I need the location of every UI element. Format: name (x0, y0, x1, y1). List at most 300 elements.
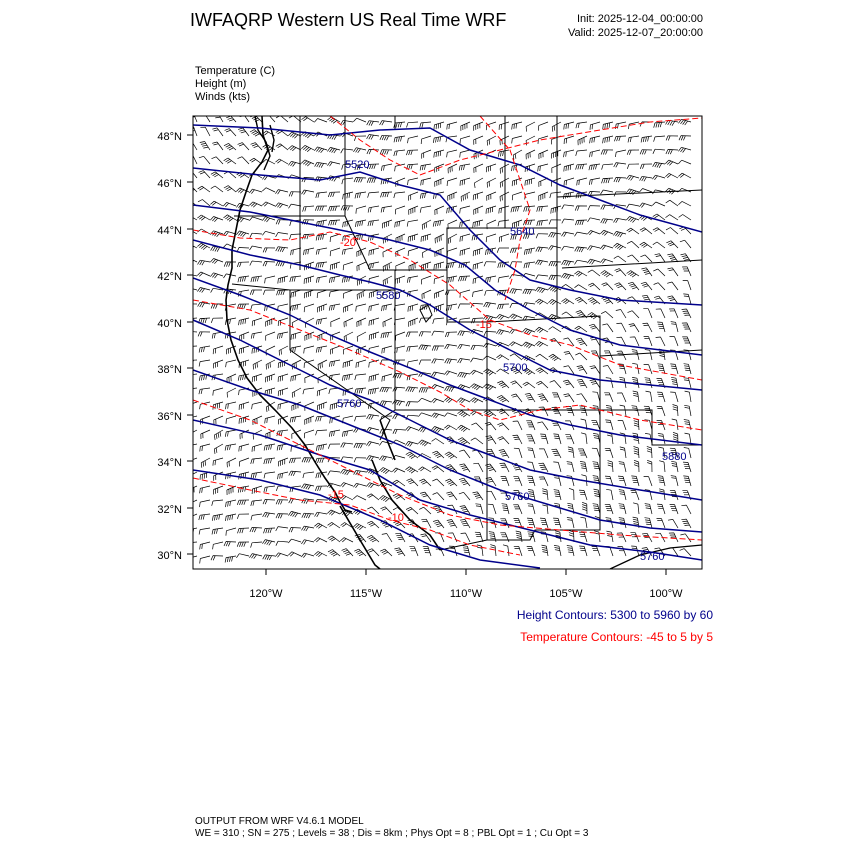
wind-barb (539, 150, 548, 159)
wind-barb (592, 392, 600, 402)
wind-barb (369, 248, 379, 256)
wind-barb (251, 332, 262, 339)
wind-barb (617, 393, 626, 402)
wind-barb (275, 203, 288, 208)
wind-barb (513, 477, 522, 486)
wind-barb (567, 462, 574, 472)
wind-barb (682, 337, 691, 346)
lon-label: 100°W (649, 588, 683, 600)
wind-barb (382, 374, 392, 382)
wind-barb (213, 402, 223, 410)
wind-barb (589, 178, 600, 185)
wind-barb (670, 364, 678, 374)
wind-barb (513, 150, 522, 160)
wind-barb (523, 382, 535, 388)
wind-barb (524, 262, 535, 268)
wind-barb (627, 204, 640, 208)
wind-barb (213, 113, 223, 122)
wind-barb (408, 234, 418, 242)
wind-barb (315, 162, 327, 167)
wind-barb (212, 528, 223, 534)
wind-barb (301, 160, 314, 166)
wind-barb (655, 254, 665, 262)
wind-barb (652, 202, 665, 206)
wind-barb (473, 492, 484, 500)
wind-barb (226, 528, 236, 536)
wind-barb (433, 318, 444, 324)
wind-barb (564, 164, 574, 172)
wind-barb (619, 490, 626, 500)
wind-barb (262, 188, 275, 192)
wind-barb (644, 336, 652, 346)
wind-barb (591, 421, 600, 430)
wind-barb (549, 233, 561, 238)
wind-barb (511, 381, 523, 388)
wind-barb (601, 150, 613, 155)
wind-barb (614, 218, 627, 223)
wind-barb (184, 243, 197, 249)
wind-barb (603, 136, 613, 143)
wind-barb (354, 443, 366, 448)
wind-barb (355, 416, 367, 421)
wind-barb (587, 246, 600, 251)
wind-barb (316, 234, 327, 241)
wind-barb (289, 192, 301, 197)
wind-barb (226, 360, 236, 367)
wind-barb (419, 360, 431, 365)
wind-barb (276, 541, 288, 546)
wind-barb (536, 247, 548, 252)
wind-barb (580, 517, 587, 528)
wind-barb (457, 398, 470, 403)
height-label: 5880 (662, 451, 687, 463)
height-label: 5520 (345, 159, 370, 171)
wind-barb (600, 230, 613, 235)
wind-barb (263, 500, 275, 505)
wind-barb (471, 345, 483, 350)
wind-barb (240, 458, 250, 467)
wind-barb (627, 271, 639, 278)
wind-barb (652, 175, 665, 180)
wind-barb (499, 122, 509, 130)
wind-barb (684, 364, 691, 374)
wind-barb (502, 504, 509, 514)
wind-barb (211, 556, 223, 561)
lat-label: 44°N (157, 225, 182, 237)
wind-barb (214, 486, 223, 495)
lon-label: 105°W (549, 588, 583, 600)
wind-barb (614, 256, 626, 262)
wind-barb (186, 185, 198, 192)
wind-barb (666, 241, 678, 248)
latitude-labels (157, 131, 182, 562)
wind-barb (657, 421, 665, 431)
wind-barb (327, 162, 340, 167)
wind-barb (394, 136, 405, 142)
wind-barb (342, 248, 353, 255)
wind-barb (198, 186, 210, 192)
wind-barb (419, 507, 431, 514)
wind-barb (301, 540, 314, 545)
wind-barb (407, 479, 419, 486)
wind-barb (393, 400, 406, 406)
wind-barb (670, 392, 678, 402)
lat-label: 48°N (157, 131, 182, 143)
wind-barb (542, 489, 548, 500)
wind-barb (279, 458, 289, 466)
wind-barb (444, 413, 457, 417)
wind-barb (383, 318, 392, 327)
wind-barb (549, 327, 561, 332)
wind-barb (406, 150, 418, 155)
wind-barb (477, 545, 483, 556)
wind-barb (510, 289, 522, 294)
wind-barb (344, 290, 354, 298)
wind-barb (316, 192, 327, 198)
wind-barb (602, 324, 613, 332)
wind-barb (645, 504, 652, 514)
wind-barb (618, 476, 626, 486)
wind-barb (601, 219, 613, 224)
wind-barb (329, 430, 340, 437)
wind-barb (251, 143, 262, 150)
wind-barb (266, 360, 275, 370)
wind-barb (253, 360, 262, 370)
wind-barb (640, 255, 652, 262)
wind-barb (435, 164, 444, 173)
wind-barb (368, 192, 379, 198)
wind-barb (576, 122, 587, 128)
wind-barb (497, 248, 509, 253)
lon-label: 120°W (249, 588, 283, 600)
wind-barb (540, 434, 548, 444)
wind-barb (653, 242, 665, 248)
wind-barb (626, 216, 639, 222)
wind-barb (396, 332, 405, 341)
wind-barb (512, 122, 522, 130)
wind-barb (250, 527, 262, 532)
wind-barb (317, 304, 327, 312)
wind-barb (458, 359, 470, 364)
wind-barb (432, 331, 444, 336)
wind-barb (380, 135, 392, 140)
wind-barb (394, 548, 405, 556)
wind-barb (200, 444, 210, 452)
wind-barb (645, 518, 653, 528)
wind-barb (684, 405, 691, 416)
wind-barb (459, 464, 470, 472)
wind-barb (225, 514, 236, 521)
wind-barb (498, 220, 509, 226)
wind-barb (458, 276, 470, 281)
wind-barb (527, 518, 535, 528)
wind-barb (395, 346, 406, 353)
wind-barb (500, 463, 510, 472)
wind-barb (554, 476, 561, 486)
wind-barb (276, 514, 288, 519)
wind-barb (642, 533, 652, 542)
wind-barb (605, 504, 613, 514)
wind-barb (522, 329, 535, 335)
wind-barb (601, 271, 613, 278)
wind-barb (292, 388, 301, 398)
wind-barb (225, 430, 236, 437)
wind-barb (291, 332, 301, 340)
wind-barb (528, 504, 536, 514)
wind-barb (316, 416, 328, 422)
wind-barb (447, 248, 457, 256)
wind-barb (225, 129, 236, 136)
wind-barb (406, 402, 418, 407)
wind-barb (275, 190, 288, 195)
wind-barb (187, 402, 197, 410)
wind-barb (382, 304, 393, 311)
wind-barb (408, 248, 418, 256)
wind-barb (210, 259, 223, 264)
wind-barb (503, 545, 509, 556)
wind-barb (679, 215, 691, 221)
wind-barb (448, 234, 457, 244)
wind-barb (678, 147, 691, 152)
wind-barb (302, 484, 315, 490)
wind-barb (343, 262, 353, 270)
wind-barb (276, 527, 288, 531)
wind-barb (278, 402, 288, 410)
wind-barb (458, 304, 470, 309)
height-label: 5760 (640, 551, 665, 563)
wind-barb (186, 170, 197, 178)
wind-barb (554, 545, 561, 556)
wind-barb (472, 290, 483, 297)
wind-barb (683, 476, 691, 486)
wind-barb (328, 471, 340, 475)
wind-barb (499, 234, 509, 242)
wind-barb (535, 327, 548, 332)
wind-barb (668, 519, 678, 528)
wind-barb (329, 304, 340, 311)
wind-barb (680, 549, 691, 556)
wind-barb (568, 447, 574, 458)
wind-barb (564, 150, 575, 157)
wind-barb (262, 217, 275, 222)
wind-barb (344, 332, 353, 342)
wind-barb (251, 514, 262, 520)
wind-barb (341, 457, 353, 462)
wind-barb (445, 359, 457, 364)
wind-barb (343, 192, 353, 199)
wind-barb (418, 440, 431, 446)
wind-barb (484, 369, 497, 376)
wind-barb (499, 450, 509, 459)
wind-barb (304, 248, 315, 255)
wind-barb (639, 189, 652, 193)
wind-barb (496, 314, 509, 319)
wind-barb (380, 387, 392, 392)
wind-barb (264, 486, 275, 492)
wind-barb (592, 448, 600, 458)
wind-barb (522, 342, 535, 348)
wind-barb (301, 553, 314, 558)
wind-barb (604, 393, 613, 402)
wind-barb (329, 220, 341, 225)
wind-barb (600, 245, 613, 250)
wind-barb (291, 290, 301, 298)
wind-barb (484, 262, 496, 267)
wind-barb (526, 150, 535, 159)
wind-barb (433, 493, 444, 500)
wind-barb (509, 314, 522, 319)
wind-barb (366, 442, 379, 447)
wind-barb (497, 423, 509, 430)
wind-barb (641, 268, 652, 276)
wind-barb (459, 492, 470, 500)
wind-barb (575, 297, 587, 304)
wind-barb (405, 441, 418, 446)
wind-barb (395, 206, 405, 214)
wind-barb (567, 518, 574, 529)
wind-barb (394, 304, 405, 311)
wind-barb (575, 353, 587, 360)
wind-barb (201, 458, 210, 468)
wind-barb (199, 360, 210, 367)
wind-barb (353, 524, 366, 530)
wind-barb (305, 416, 314, 425)
wind-barb (665, 160, 678, 165)
wind-barb (633, 433, 640, 444)
wind-barb (264, 458, 275, 464)
wind-barb (620, 447, 626, 458)
wind-barb (446, 304, 457, 311)
wind-barb (329, 360, 340, 367)
wind-barb (641, 282, 652, 290)
wind-barb (682, 323, 691, 332)
wind-barb (606, 378, 613, 388)
wind-barb (188, 486, 197, 495)
wind-barb (435, 234, 444, 243)
wind-barb (510, 248, 522, 253)
wind-barb (252, 402, 262, 409)
wind-barb (645, 350, 652, 361)
wind-barb (421, 519, 431, 528)
wind-barb (592, 547, 600, 557)
wind-barb (575, 260, 588, 264)
wind-barb (565, 435, 574, 444)
wind-barb (448, 192, 457, 201)
wind-barb (342, 549, 353, 556)
wind-barb (262, 231, 275, 235)
wind-barb (188, 458, 197, 467)
wind-barb (513, 505, 522, 514)
wind-barb (589, 164, 600, 170)
wind-barb (214, 444, 223, 454)
wind-barb (535, 287, 548, 293)
wind-barb (680, 534, 691, 542)
wind-barb (367, 135, 379, 140)
wind-barb (330, 248, 340, 256)
wind-barb (227, 388, 236, 398)
wind-barb (579, 532, 587, 542)
wind-barb (539, 192, 548, 201)
wind-barb (421, 136, 431, 144)
wind-barb (474, 164, 483, 173)
wind-barb (432, 372, 445, 377)
wind-barb (633, 391, 639, 402)
wind-barb (640, 150, 652, 155)
wind-barb (431, 399, 444, 404)
wind-barb (265, 416, 275, 423)
wind-barb (197, 215, 210, 220)
wind-barb (640, 164, 652, 169)
wind-barb (673, 405, 679, 417)
wind-barb (432, 451, 444, 458)
wind-barb (435, 533, 444, 542)
lat-label: 32°N (157, 504, 182, 516)
wind-barb (353, 483, 366, 488)
wind-barb (471, 438, 483, 444)
wind-barb (654, 136, 665, 142)
wind-barb (302, 190, 315, 195)
wind-barb (627, 241, 639, 248)
wind-barb (552, 393, 561, 402)
wind-barb (212, 332, 223, 339)
wind-barb (328, 536, 340, 542)
wind-barb (394, 318, 405, 325)
wind-barb (445, 344, 457, 349)
wind-barb (227, 458, 236, 467)
wind-barb (407, 346, 418, 352)
wind-barb (263, 248, 275, 253)
wind-barb (670, 337, 679, 346)
wind-barb (551, 206, 561, 214)
wind-barb (264, 472, 275, 478)
wind-barb (526, 435, 535, 444)
wind-barb (356, 304, 366, 311)
wind-barb (419, 345, 431, 350)
wind-barb (341, 443, 353, 448)
wind-barb (304, 304, 314, 312)
wind-barb (213, 542, 223, 549)
wind-barb (575, 247, 587, 252)
wind-barb (210, 201, 223, 206)
init-time: Init: 2025-12-04_00:00:00 (577, 13, 703, 25)
wind-barb (642, 295, 652, 304)
great-salt-lake (420, 305, 432, 322)
model-info-line2: WE = 310 ; SN = 275 ; Levels = 38 ; Dis = 8km ; Phys Opt = 8 ; PBL Opt = 1 ; Cu Opt = 3 (195, 828, 589, 839)
wind-barb (566, 406, 574, 416)
wind-barb (380, 121, 392, 126)
wind-barb (224, 542, 236, 547)
wind-barb (575, 285, 588, 290)
wind-barb (458, 331, 470, 336)
wind-barb (682, 267, 691, 276)
wind-barb (331, 318, 340, 327)
wind-barb (630, 337, 639, 346)
wind-barb (535, 341, 548, 346)
wind-barb (644, 477, 652, 487)
wind-barb (186, 388, 197, 394)
wind-barb (433, 520, 444, 528)
wind-barb (291, 248, 301, 255)
wind-barb (537, 422, 548, 430)
wind-barb (422, 150, 431, 159)
wind-barb (593, 406, 600, 416)
wind-barb (444, 397, 457, 402)
wind-barb (381, 206, 392, 213)
wind-barb (236, 554, 249, 558)
wind-barb (634, 447, 640, 459)
wind-barb (187, 556, 197, 564)
wind-barb (407, 374, 418, 380)
